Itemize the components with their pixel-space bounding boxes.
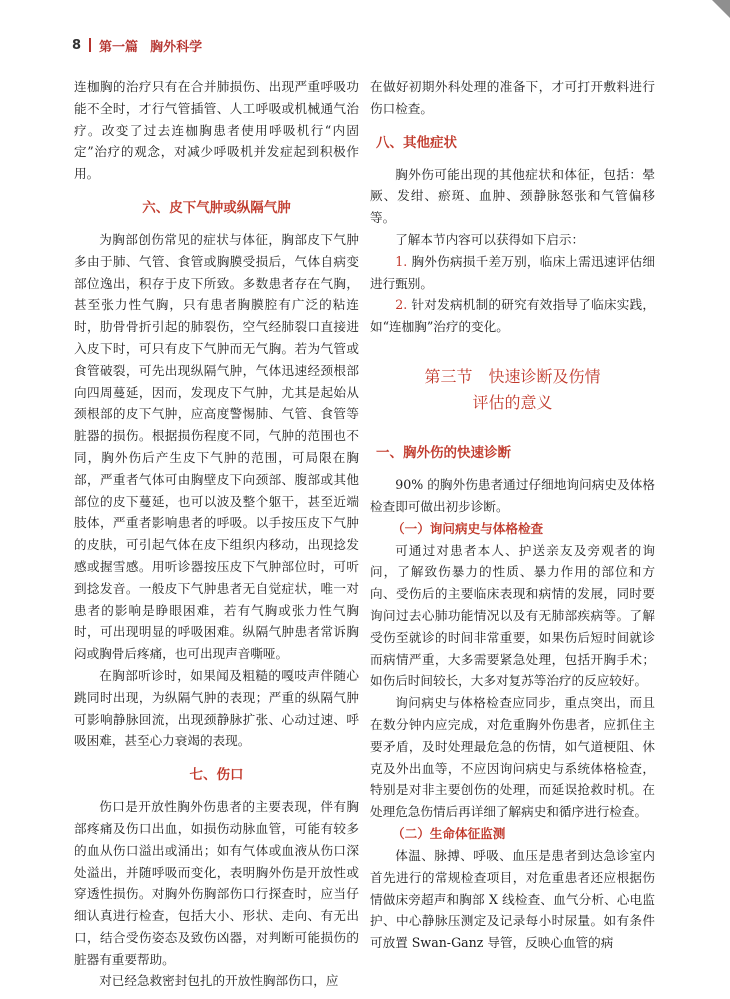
heading-other-symptoms: 八、其他症状 xyxy=(376,134,457,151)
page-corner-mark xyxy=(712,0,730,18)
paragraph: 在胸部听诊时，如果闻及粗糙的嘎吱声伴随心跳同时出现，为纵隔气肿的表现；严重的纵隔气肿可影响静脉回流，出现颈静脉扩张、心动过速、呼吸困难，甚至心力衰竭的表现。 xyxy=(74,667,359,749)
paragraph: 对已经急救密封包扎的开放性胸部伤口，应 xyxy=(99,973,339,989)
paragraph: 90% 的胸外伤患者通过仔细地询问病史及体格检查即可做出初步诊断。 xyxy=(370,476,655,514)
heading-wound: 七、伤口 xyxy=(189,767,244,784)
paragraph: 体温、脉搏、呼吸、血压是患者到达急诊室内首先进行的常规检查项目，对危重患者还应根据伤情做床旁超声和胸部 X 线检查、血气分析、心电监护、中心静脉压测定及记录每小时尿量。如有条件可放置 Swan-Ganz 导管，反映心血管的病 xyxy=(370,847,655,951)
paragraph: 询问病史与体格检查应同步，重点突出，而且在数分钟内应完成，对危重胸外伤患者，应抓住主要矛盾，及时处理最危急的伤情，如气道梗阻、休克及外出血等，不应因询问病史与系统体格检查，特别是对非主要创伤的处理，而延误抢救时机。在处理危急伤情后再详细了解病史和循序进行检查。 xyxy=(370,695,655,820)
section-title xyxy=(370,364,655,416)
list-number: 1. xyxy=(395,253,408,269)
paragraph: 为胸部创伤常见的症状与体征，胸部皮下气肿多由于肺、气管、食管或胸膜受损后，气体自病变部位逸出，积存于皮下所致。多数患者存在气胸，甚至张力性气胸，只有患者胸膜腔有广泛的粘连时，肋骨骨折引起的肺裂伤，空气经肺裂口直接进入皮下时，可只有皮下气肿而无气胸。若为气管或食管破裂，可先出现纵隔气肿，气体迅速经颈根部向四周蔓延，因而，发现皮下气肿，尤其是起始从颈根部的皮下气肿，应高度警惕肺、气管、食管等脏器的损伤。根据损伤程度不同，气肿的范围也不同，胸外伤后产生皮下气肿的范围，可局限在胸部，严重者气体可由胸壁皮下向颈部、腹部或其他部位的皮下蔓延，也可以波及整个躯干，甚至近端肢体，严重者影响患者的呼吸。以手按压皮下气肿的皮肤，可引起气体在皮下组织内移动，出现捻发感或握雪感。用听诊器按压皮下气肿部位时，可听到捻发音。一般皮下气肿患者无自觉症状，唯一对患者的影响是睁眼困难，若有气胸或张力性气胸时，可出现明显的呼吸困难。纵隔气肿患者常诉胸闷或胸骨后疼痛，也可出现声音嘶哑。 xyxy=(74,231,359,662)
list-number: 2. xyxy=(395,297,408,313)
paragraph: 可通过对患者本人、护送亲友及旁观者的询问，了解致伤暴力的性质、暴力作用的部位和方向、受伤后的主要临床表现和病情的发展，同时要询问过去心肺功能情况以及有无肺部疾病等。了解受伤至就诊的时间非常重要，如果伤后短时间就诊而病情严重，大多需要紧急处理，包括开胸手术；如伤后时间较长，大多对复苏等治疗的反应较好。 xyxy=(370,542,655,689)
paragraph: 了解本节内容可以获得如下启示： xyxy=(395,231,585,247)
section-title-line2: 评估的意义 xyxy=(472,392,553,412)
left-column xyxy=(74,76,359,992)
list-text: 胸外伤病损千差万别，临床上需迅速评估细进行甄别。 xyxy=(370,253,655,291)
paragraph: 伤口是开放性胸外伤患者的主要表现，伴有胸部疼痛及伤口出血，如损伤动脉血管，可能有较多的血从伤口溢出或涌出；如有气体或血液从伤口深处溢出，并随呼吸而变化，表明胸外伤是开放性或穿透性损伤。对胸外伤胸部伤口行探查时，应当仔细认真进行检查，包括大小、形状、走向、有无出口，结合受伤姿态及致伤凶器，对判断可能损伤的脏器有重要帮助。 xyxy=(74,799,359,967)
page-number: 8 xyxy=(72,37,82,53)
header-divider xyxy=(89,38,91,52)
section-title-line1: 第三节 快速诊断及伤情 xyxy=(424,366,601,386)
subheading-vital-signs: （二）生命体征监测 xyxy=(392,825,506,841)
running-header xyxy=(72,34,202,56)
paragraph: 连枷胸的治疗只有在合并肺损伤、出现严重呼吸功能不全时，才行气管插管、人工呼吸或机械通气治疗。改变了过去连枷胸患者使用呼吸机行“内固定”治疗的观念，对减少呼吸机并发症起到积极作用。 xyxy=(74,79,359,182)
subheading-history-exam: （一）询问病史与体格检查 xyxy=(392,520,544,536)
list-item xyxy=(370,251,655,295)
heading-rapid-diagnosis: 一、胸外伤的快速诊断 xyxy=(376,444,511,461)
list-text: 针对发病机制的研究有效指导了临床实践，如“连枷胸”治疗的变化。 xyxy=(370,297,655,335)
heading-subcutaneous-emphysema: 六、皮下气肿或纵隔气肿 xyxy=(142,199,291,216)
paragraph: 胸外伤可能出现的其他症状和体征，包括：晕厥、发绀、瘀斑、血肿、颈静脉怒张和气管偏移等。 xyxy=(370,166,655,226)
chapter-label: 第一篇 xyxy=(99,39,139,55)
chapter-title: 胸外科学 xyxy=(150,39,203,55)
list-item xyxy=(370,294,655,338)
paragraph: 在做好初期外科处理的准备下，才可打开敷料进行伤口检查。 xyxy=(370,79,655,116)
right-column xyxy=(370,76,655,954)
